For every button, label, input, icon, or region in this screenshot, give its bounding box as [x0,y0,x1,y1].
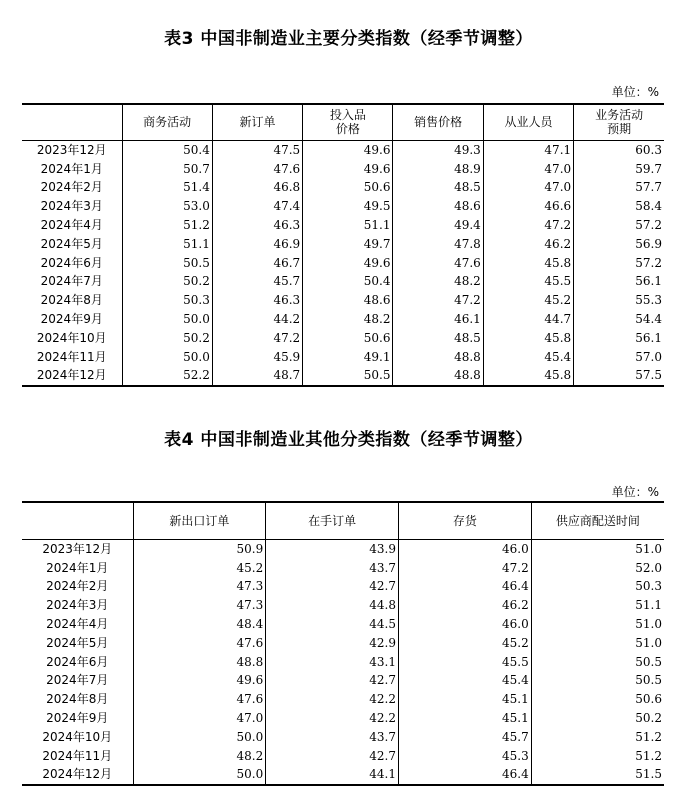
data-cell: 51.2 [122,216,212,235]
row-label-month: 2024年9月 [46,711,109,726]
data-cell: 51.1 [303,216,393,235]
data-cell: 50.2 [531,709,664,728]
data-cell: 56.1 [574,328,664,347]
data-cell: 49.6 [303,159,393,178]
row-label-month: 2024年4月 [46,617,109,632]
header-corner [22,104,122,140]
data-cell: 47.6 [133,690,266,709]
data-cell: 42.2 [266,690,399,709]
data-cell: 47.0 [133,709,266,728]
data-cell: 46.0 [399,539,532,558]
column-header: 从业人员 [483,104,573,140]
table-row [22,253,664,272]
table-row [22,596,664,615]
data-cell: 48.6 [393,197,483,216]
data-cell: 50.4 [303,272,393,291]
row-label-month: 2024年5月 [40,236,103,251]
table-header-row [22,104,664,140]
data-cell: 45.7 [212,272,302,291]
data-cell: 49.6 [303,140,393,159]
row-label-month: 2024年6月 [46,654,109,669]
data-cell: 49.5 [303,197,393,216]
row-label-month: 2024年12月 [42,767,113,782]
row-label-month: 2024年11月 [36,349,107,364]
data-cell: 60.3 [574,140,664,159]
data-cell: 48.2 [303,310,393,329]
data-cell: 47.2 [483,216,573,235]
data-cell: 46.3 [212,291,302,310]
data-cell: 44.1 [266,765,399,785]
data-cell: 50.0 [133,765,266,785]
data-cell: 49.3 [393,140,483,159]
data-cell: 45.1 [399,690,532,709]
data-cell: 46.6 [483,197,573,216]
data-cell: 45.9 [212,347,302,366]
column-header: 在手订单 [266,502,399,539]
data-cell: 50.6 [303,178,393,197]
data-cell: 47.0 [483,159,573,178]
column-header: 商务活动 [122,104,212,140]
data-cell: 43.7 [266,727,399,746]
row-label-month: 2024年7月 [46,673,109,688]
data-cell: 57.0 [574,347,664,366]
data-cell: 49.4 [393,216,483,235]
table4 [22,501,664,786]
table-row [22,671,664,690]
data-cell: 47.5 [212,140,302,159]
table3-unit: 单位：% [611,85,659,99]
table4-unit: 单位：% [611,485,659,499]
table-row [22,746,664,765]
data-cell: 48.2 [393,272,483,291]
data-cell: 45.3 [399,746,532,765]
data-cell: 47.6 [133,633,266,652]
table4-title: 表4 中国非制造业其他分类指数（经季节调整） [164,430,533,450]
data-cell: 42.7 [266,577,399,596]
data-cell: 46.8 [212,178,302,197]
row-label-month: 2024年2月 [40,180,103,195]
row-label-month: 2024年3月 [40,199,103,214]
table-row [22,709,664,728]
data-cell: 45.8 [483,253,573,272]
data-cell: 44.8 [266,596,399,615]
table-row [22,140,664,159]
table-row [22,539,664,558]
table-row [22,558,664,577]
data-cell: 45.4 [483,347,573,366]
data-cell: 51.0 [531,615,664,634]
table-row [22,633,664,652]
data-cell: 45.2 [133,558,266,577]
column-header: 供应商配送时间 [531,502,664,539]
table-row [22,577,664,596]
column-header: 新出口订单 [133,502,266,539]
column-header: 存货 [399,502,532,539]
data-cell: 46.0 [399,615,532,634]
data-cell: 45.4 [399,671,532,690]
data-cell: 48.8 [133,652,266,671]
data-cell: 57.5 [574,366,664,386]
data-cell: 54.4 [574,310,664,329]
data-cell: 42.7 [266,671,399,690]
data-cell: 47.2 [393,291,483,310]
data-cell: 51.4 [122,178,212,197]
data-cell: 50.4 [122,140,212,159]
data-cell: 47.6 [212,159,302,178]
row-label-month: 2024年9月 [40,312,103,327]
data-cell: 50.0 [122,347,212,366]
data-cell: 51.1 [122,234,212,253]
column-header: 投入品 价格 [303,104,393,140]
data-cell: 51.2 [531,727,664,746]
table-row [22,615,664,634]
data-cell: 53.0 [122,197,212,216]
table-row [22,197,664,216]
row-label-month: 2024年3月 [46,598,109,613]
data-cell: 44.5 [266,615,399,634]
table-row [22,159,664,178]
data-cell: 45.8 [483,328,573,347]
data-cell: 50.2 [122,272,212,291]
data-cell: 49.6 [303,253,393,272]
data-cell: 45.5 [483,272,573,291]
data-cell: 48.5 [393,328,483,347]
data-cell: 45.2 [399,633,532,652]
data-cell: 47.4 [212,197,302,216]
data-cell: 42.7 [266,746,399,765]
table3 [22,103,664,387]
data-cell: 50.6 [531,690,664,709]
data-cell: 57.2 [574,253,664,272]
table-row [22,234,664,253]
data-cell: 46.4 [399,765,532,785]
data-cell: 45.5 [399,652,532,671]
data-cell: 47.3 [133,577,266,596]
table-header-row [22,502,664,539]
table-row [22,328,664,347]
row-label-month: 2024年2月 [46,579,109,594]
header-corner [22,502,133,539]
data-cell: 48.8 [393,347,483,366]
data-cell: 46.3 [212,216,302,235]
data-cell: 43.1 [266,652,399,671]
data-cell: 50.6 [303,328,393,347]
data-cell: 45.2 [483,291,573,310]
table-row [22,765,664,785]
data-cell: 48.4 [133,615,266,634]
table-row [22,727,664,746]
data-cell: 46.2 [399,596,532,615]
row-label-month: 2024年1月 [40,161,103,176]
data-cell: 48.5 [393,178,483,197]
data-cell: 48.7 [212,366,302,386]
table3-title: 表3 中国非制造业主要分类指数（经季节调整） [164,29,533,49]
column-header: 新订单 [212,104,302,140]
row-label-month: 2024年8月 [46,692,109,707]
row-label-month: 2024年8月 [40,293,103,308]
data-cell: 46.4 [399,577,532,596]
data-cell: 45.1 [399,709,532,728]
data-cell: 48.9 [393,159,483,178]
data-cell: 52.0 [531,558,664,577]
data-cell: 49.6 [133,671,266,690]
data-cell: 50.5 [122,253,212,272]
data-cell: 58.4 [574,197,664,216]
table-row [22,652,664,671]
data-cell: 49.7 [303,234,393,253]
data-cell: 47.3 [133,596,266,615]
data-cell: 59.7 [574,159,664,178]
data-cell: 47.6 [393,253,483,272]
column-header: 业务活动 预期 [574,104,664,140]
data-cell: 51.0 [531,633,664,652]
row-label-month: 2024年4月 [40,218,103,233]
data-cell: 44.2 [212,310,302,329]
data-cell: 48.6 [303,291,393,310]
data-cell: 50.5 [303,366,393,386]
data-cell: 45.8 [483,366,573,386]
data-cell: 50.3 [122,291,212,310]
data-cell: 50.9 [133,539,266,558]
data-cell: 50.5 [531,652,664,671]
data-cell: 46.7 [212,253,302,272]
data-cell: 44.7 [483,310,573,329]
table-row [22,347,664,366]
data-cell: 50.7 [122,159,212,178]
row-label-month: 2024年10月 [42,729,113,744]
table-row [22,310,664,329]
data-cell: 45.7 [399,727,532,746]
data-cell: 47.2 [212,328,302,347]
data-cell: 51.0 [531,539,664,558]
row-label-month: 2024年6月 [40,255,103,270]
table-row [22,216,664,235]
data-cell: 46.2 [483,234,573,253]
data-cell: 50.0 [133,727,266,746]
row-label-month: 2024年10月 [36,330,107,345]
data-cell: 55.3 [574,291,664,310]
data-cell: 42.2 [266,709,399,728]
data-cell: 48.8 [393,366,483,386]
table-row [22,366,664,386]
row-label-month: 2024年1月 [46,560,109,575]
data-cell: 56.1 [574,272,664,291]
data-cell: 47.8 [393,234,483,253]
row-label-month: 2023年12月 [36,142,107,157]
data-cell: 50.2 [122,328,212,347]
data-cell: 43.9 [266,539,399,558]
data-cell: 42.9 [266,633,399,652]
column-header: 销售价格 [393,104,483,140]
data-cell: 52.2 [122,366,212,386]
data-cell: 49.1 [303,347,393,366]
data-cell: 48.2 [133,746,266,765]
row-label-month: 2023年12月 [42,541,113,556]
data-cell: 51.1 [531,596,664,615]
data-cell: 47.0 [483,178,573,197]
data-cell: 47.2 [399,558,532,577]
data-cell: 46.9 [212,234,302,253]
row-label-month: 2024年12月 [36,368,107,383]
data-cell: 43.7 [266,558,399,577]
data-cell: 57.2 [574,216,664,235]
table-row [22,690,664,709]
data-cell: 51.5 [531,765,664,785]
data-cell: 47.1 [483,140,573,159]
data-cell: 57.7 [574,178,664,197]
table-row [22,178,664,197]
data-cell: 50.0 [122,310,212,329]
row-label-month: 2024年5月 [46,635,109,650]
row-label-month: 2024年11月 [42,748,113,763]
data-cell: 46.1 [393,310,483,329]
table-row [22,291,664,310]
data-cell: 50.3 [531,577,664,596]
data-cell: 50.5 [531,671,664,690]
data-cell: 56.9 [574,234,664,253]
table-row [22,272,664,291]
row-label-month: 2024年7月 [40,274,103,289]
data-cell: 51.2 [531,746,664,765]
